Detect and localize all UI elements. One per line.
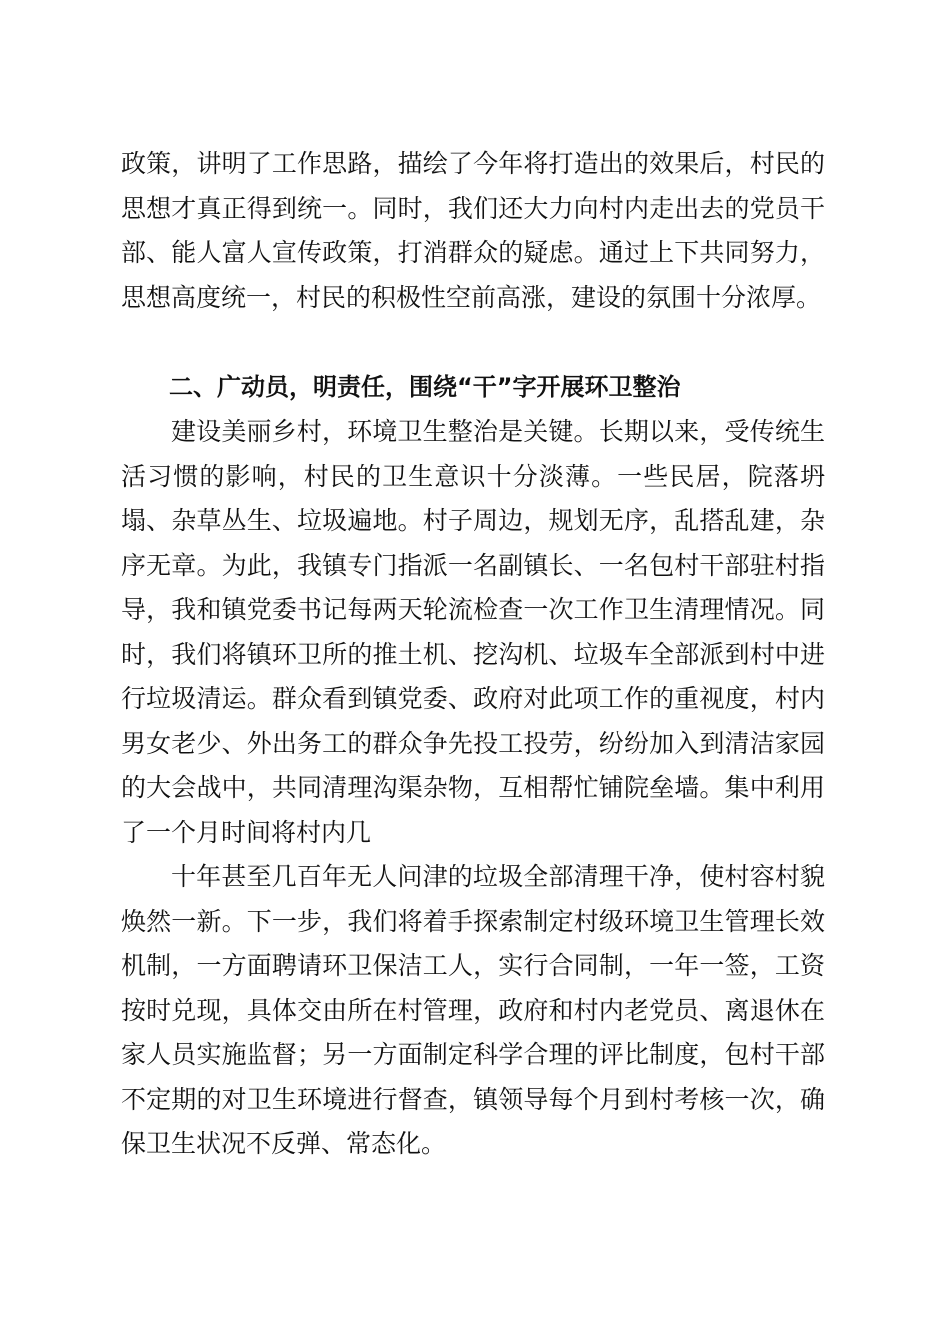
paragraph-3: 十年甚至几百年无人问津的垃圾全部清理干净，使村容村貌焕然一新。下一步，我们将着手探索制定村级环境卫生管理长效机制，一方面聘请环卫保洁工人，实行合同制，一年一签，工资按时兑现，具体交由所在村管理，政府和村内老党员、离退休在家人员实施监督；另一方面制定科学合理的评比制度，包村干部不定期的对卫生环境进行督查，镇领导每个月到村考核一次，确保卫生状况不反弹、常态化。 [121,862,825,1158]
body-paragraph [121,410,825,855]
section-heading: 二、广动员，明责任，围绕“干”字开展环卫整治 [169,373,681,401]
paragraph-1: 政策，讲明了工作思路，描绘了今年将打造出的效果后，村民的思想才真正得到统一。同时，我们还大力向村内走出去的党员干部、能人富人宣传政策，打消群众的疑虑。通过上下共同努力，思想高度统一，村民的积极性空前高涨，建设的氛围十分浓厚。 [121,149,825,312]
body-paragraph-continued [121,142,825,320]
paragraph-2: 建设美丽乡村，环境卫生整治是关键。长期以来，受传统生活习惯的影响，村民的卫生意识十分淡薄。一些民居，院落坍塌、杂草丛生、垃圾遍地。村子周边，规划无序，乱搭乱建，杂序无章。为此，我镇专门指派一名副镇长、一名包村干部驻村指导，我和镇党委书记每两天轮流检查一次工作卫生清理情况。同时，我们将镇环卫所的推土机、挖沟机、垃圾车全部派到村中进行垃圾清运。群众看到镇党委、政府对此项工作的重视度，村内男女老少、外出务工的群众争先投工投劳，纷纷加入到清洁家园的大会战中，共同清理沟渠杂物，互相帮忙铺院垒墙。集中利用了一个月时间将村内几 [121,417,825,847]
body-paragraph [121,855,825,1167]
